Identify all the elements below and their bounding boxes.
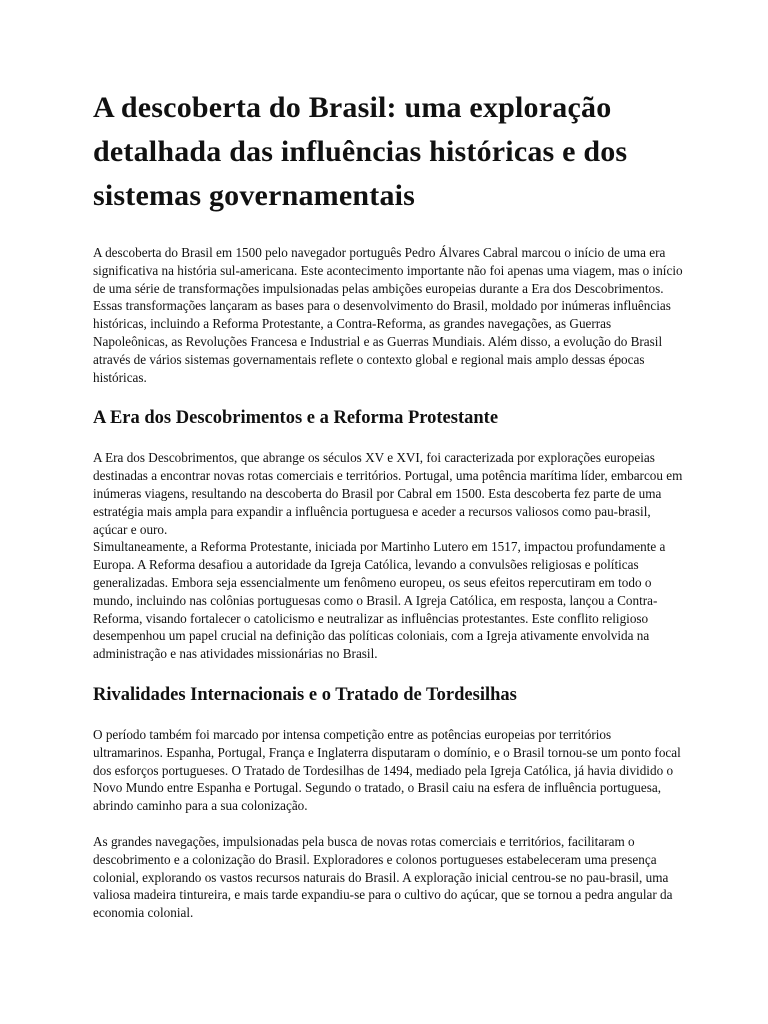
section1-paragraph-2: Simultaneamente, a Reforma Protestante, iniciada por Martinho Lutero em 1517, impactou profundamente a Europa. A Reforma desafiou a autoridade da Igreja Católica, levando a convulsões religiosas e políticas generalizadas. Embora seja essencialmente um fenômeno europeu, os seus efeitos repercutiram em todo o mundo, incluindo nas colônias portuguesas como o Brasil. A Igreja Católica, em resposta, lançou a Contra-Reforma, visando fortalecer o catolicismo e neutralizar as influências protestantes. Este conflito religioso desempenhou um papel crucial na definição das políticas coloniais, com a Igreja ativamente envolvida na administração e nas atividades missionárias no Brasil. [93,539,666,662]
intro-paragraph: A descoberta do Brasil em 1500 pelo navegador português Pedro Álvares Cabral marcou o início de uma era significativa na história sul-americana. Este acontecimento importante não foi apenas uma viagem, mas o início de uma série de transformações impulsionadas pelas ambições europeias durante a Era dos Descobrimentos. Essas transformações lançaram as bases para o desenvolvimento do Brasil, moldado por inúmeras influências históricas, incluindo a Reforma Protestante, a Contra-Reforma, as grandes navegações, as Guerras Napoleônicas, as Revoluções Francesa e Industrial e as Guerras Mundiais. Além disso, a evolução do Brasil através de vários sistemas governamentais reflete o contexto global e regional mais amplo dessas épocas históricas. [93,245,683,385]
section-heading-rivalries: Rivalidades Internacionais e o Tratado de Tordesilhas [93,684,517,705]
section1-paragraph-1: A Era dos Descobrimentos, que abrange os séculos XV e XVI, foi caracterizada por explorações europeias destinadas a encontrar novas rotas comerciais e territórios. Portugal, uma potência marítima líder, embarcou em inúmeras viagens, resultando na descoberta do Brasil por Cabral em 1500. Esta descoberta fez parte de uma estratégia mais ampla para expandir a influência portuguesa e aceder a recursos valiosos como pau-brasil, açúcar e ouro. [93,450,683,537]
document-title: A descoberta do Brasil: uma exploração detalhada das influências históricas e dos sistemas governamentais [93,91,628,212]
section2-paragraph-1: O período também foi marcado por intensa competição entre as potências europeias por territórios ultramarinos. Espanha, Portugal, França e Inglaterra disputaram o domínio, e o Brasil tornou-se um ponto focal dos esforços portugueses. O Tratado de Tordesilhas de 1494, mediado pela Igreja Católica, já havia dividido o Novo Mundo entre Espanha e Portugal. Segundo o tratado, o Brasil caiu na esfera de influência portuguesa, abrindo caminho para a sua colonização. [93,726,681,814]
document-body [93,86,683,922]
section2-paragraph-2: As grandes navegações, impulsionadas pela busca de novas rotas comerciais e territórios, facilitaram o descobrimento e a colonização do Brasil. Exploradores e colonos portugueses estabeleceram uma presença colonial, explorando os vastos recursos naturais do Brasil. A exploração inicial centrou-se no pau-brasil, uma valiosa madeira tintureira, e mais tarde expandiu-se para o cultivo do açúcar, que se tornou a pedra angular da economia colonial. [93,833,673,921]
section-heading-discoveries: A Era dos Descobrimentos e a Reforma Protestante [93,408,499,429]
